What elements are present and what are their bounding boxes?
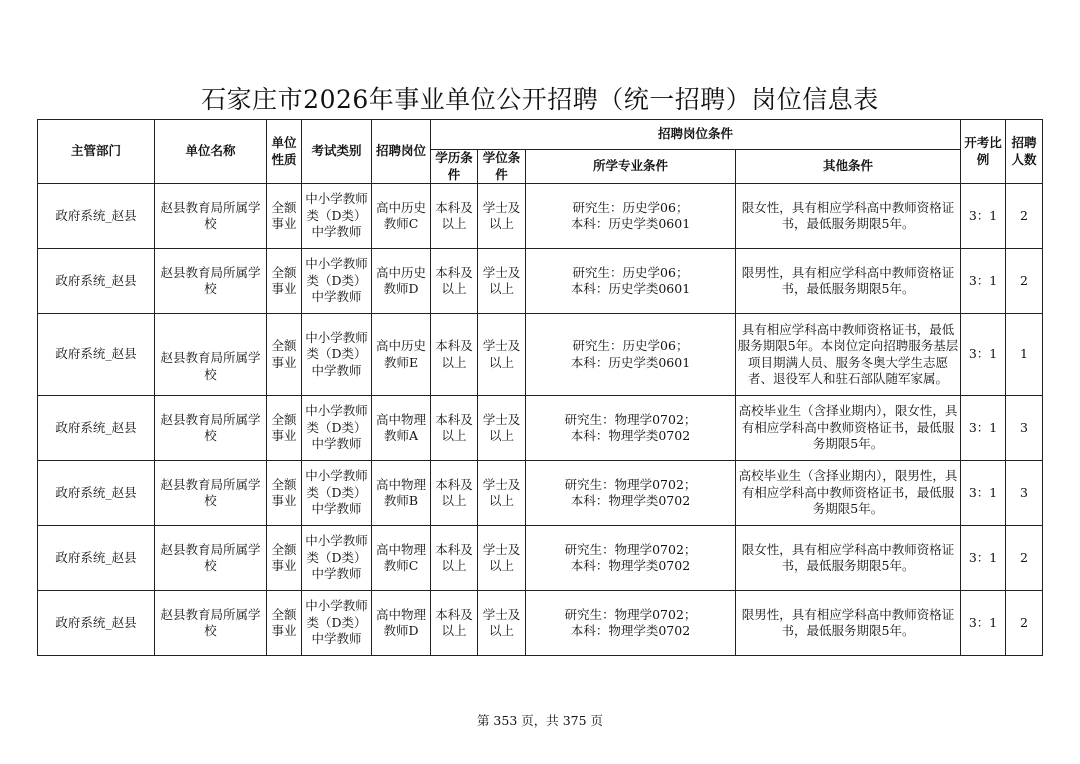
cell-nature: 全额事业 [267, 526, 302, 591]
cell-dept: 政府系统_赵县 [38, 184, 155, 249]
cell-ratio: 3：1 [961, 591, 1006, 656]
cell-major [526, 591, 736, 656]
cell-dept: 政府系统_赵县 [38, 526, 155, 591]
cell-dept: 政府系统_赵县 [38, 461, 155, 526]
cell-post: 高中物理教师D [372, 591, 431, 656]
cell-count: 3 [1006, 396, 1043, 461]
major-undergraduate: 本科：历史学类0601 [570, 354, 691, 370]
cell-post: 高中历史教师E [372, 314, 431, 396]
cell-unit: 赵县教育局所属学校 [155, 314, 267, 396]
cell-nature: 全额事业 [267, 461, 302, 526]
cell-major [526, 249, 736, 314]
cell-exam: 中小学教师类（D类）中学教师 [302, 249, 372, 314]
header-major: 所学专业条件 [526, 150, 736, 184]
major-undergraduate: 本科：历史学类0601 [570, 281, 691, 296]
cell-other: 高校毕业生（含择业期内），限女性，具有相应学科高中教师资格证书，最低服务期限5年。 [736, 396, 961, 461]
cell-degree: 学士及以上 [478, 461, 526, 526]
job-table [37, 119, 1043, 656]
cell-count: 1 [1006, 314, 1043, 396]
cell-other: 具有相应学科高中教师资格证书，最低服务期限5年。本岗位定向招聘服务基层项目期满人员、服务冬奥大学生志愿者、退役军人和驻石部队随军家属。 [736, 314, 961, 396]
cell-degree: 学士及以上 [478, 396, 526, 461]
major-graduate: 研究生：物理学0702； [564, 606, 697, 622]
cell-unit: 赵县教育局所属学校 [155, 526, 267, 591]
cell-post: 高中物理教师C [372, 526, 431, 591]
header-other: 其他条件 [736, 150, 961, 184]
cell-major [526, 396, 736, 461]
cell-exam: 中小学教师类（D类）中学教师 [302, 526, 372, 591]
cell-nature: 全额事业 [267, 314, 302, 396]
cell-nature: 全额事业 [267, 396, 302, 461]
cell-edu: 本科及以上 [431, 314, 478, 396]
cell-degree: 学士及以上 [478, 249, 526, 314]
cell-ratio: 3：1 [961, 314, 1006, 396]
cell-exam: 中小学教师类（D类）中学教师 [302, 314, 372, 396]
cell-other: 限女性，具有相应学科高中教师资格证书，最低服务期限5年。 [736, 526, 961, 591]
cell-exam: 中小学教师类（D类）中学教师 [302, 591, 372, 656]
cell-post: 高中历史教师C [372, 184, 431, 249]
cell-major [526, 461, 736, 526]
cell-count: 2 [1006, 526, 1043, 591]
cell-unit: 赵县教育局所属学校 [155, 249, 267, 314]
cell-major [526, 526, 736, 591]
cell-ratio: 3：1 [961, 526, 1006, 591]
major-graduate: 研究生：物理学0702； [564, 541, 697, 557]
cell-other: 高校毕业生（含择业期内），限男性，具有相应学科高中教师资格证书，最低服务期限5年。 [736, 461, 961, 526]
table-row [38, 314, 1043, 396]
cell-dept: 政府系统_赵县 [38, 591, 155, 656]
table-row [38, 249, 1043, 314]
cell-degree: 学士及以上 [478, 591, 526, 656]
cell-edu: 本科及以上 [431, 249, 478, 314]
cell-other: 限男性，具有相应学科高中教师资格证书，最低服务期限5年。 [736, 591, 961, 656]
header-ratio: 开考比例 [961, 120, 1006, 184]
header-post: 招聘岗位 [372, 120, 431, 184]
major-graduate: 研究生：历史学06； [572, 199, 689, 215]
cell-ratio: 3：1 [961, 249, 1006, 314]
cell-dept: 政府系统_赵县 [38, 314, 155, 396]
cell-degree: 学士及以上 [478, 184, 526, 249]
table-row [38, 184, 1043, 249]
cell-degree: 学士及以上 [478, 314, 526, 396]
table-row [38, 461, 1043, 526]
cell-exam: 中小学教师类（D类）中学教师 [302, 396, 372, 461]
header-unit: 单位名称 [155, 120, 267, 184]
header-exam: 考试类别 [302, 120, 372, 184]
major-undergraduate: 本科：物理学类0702 [570, 428, 691, 443]
cell-edu: 本科及以上 [431, 526, 478, 591]
cell-edu: 本科及以上 [431, 591, 478, 656]
cell-major [526, 184, 736, 249]
cell-dept: 政府系统_赵县 [38, 249, 155, 314]
cell-edu: 本科及以上 [431, 184, 478, 249]
header-count: 招聘人数 [1006, 120, 1043, 184]
major-graduate: 研究生：历史学06； [572, 338, 689, 353]
major-graduate: 研究生：历史学06； [572, 264, 689, 280]
cell-nature: 全额事业 [267, 591, 302, 656]
cell-count: 3 [1006, 461, 1043, 526]
cell-nature: 全额事业 [267, 184, 302, 249]
cell-count: 2 [1006, 249, 1043, 314]
header-edu: 学历条件 [431, 150, 478, 184]
cell-unit: 赵县教育局所属学校 [155, 461, 267, 526]
major-undergraduate: 本科：历史学类0601 [570, 216, 691, 231]
major-undergraduate: 本科：物理学类0702 [570, 623, 691, 638]
cell-other: 限女性，具有相应学科高中教师资格证书，最低服务期限5年。 [736, 184, 961, 249]
cell-nature: 全额事业 [267, 249, 302, 314]
header-nature: 单位性质 [267, 120, 302, 184]
cell-exam: 中小学教师类（D类）中学教师 [302, 461, 372, 526]
cell-major [526, 314, 736, 396]
table-row [38, 396, 1043, 461]
major-undergraduate: 本科：物理学类0702 [570, 493, 691, 508]
cell-unit: 赵县教育局所属学校 [155, 184, 267, 249]
major-graduate: 研究生：物理学0702； [564, 476, 697, 492]
cell-post: 高中物理教师B [372, 461, 431, 526]
table-row [38, 591, 1043, 656]
cell-edu: 本科及以上 [431, 396, 478, 461]
major-graduate: 研究生：物理学0702； [564, 411, 697, 427]
header-dept: 主管部门 [38, 120, 155, 184]
header-degree: 学位条件 [478, 150, 526, 184]
cell-edu: 本科及以上 [431, 461, 478, 526]
cell-ratio: 3：1 [961, 461, 1006, 526]
cell-exam: 中小学教师类（D类）中学教师 [302, 184, 372, 249]
header-conditions: 招聘岗位条件 [431, 120, 961, 150]
cell-dept: 政府系统_赵县 [38, 396, 155, 461]
cell-unit: 赵县教育局所属学校 [155, 396, 267, 461]
cell-ratio: 3：1 [961, 396, 1006, 461]
cell-ratio: 3：1 [961, 184, 1006, 249]
cell-post: 高中历史教师D [372, 249, 431, 314]
cell-unit: 赵县教育局所属学校 [155, 591, 267, 656]
cell-other: 限男性，具有相应学科高中教师资格证书，最低服务期限5年。 [736, 249, 961, 314]
page-title: 石家庄市2026年事业单位公开招聘（统一招聘）岗位信息表 [201, 85, 879, 114]
table-row [38, 526, 1043, 591]
cell-post: 高中物理教师A [372, 396, 431, 461]
cell-count: 2 [1006, 591, 1043, 656]
major-undergraduate: 本科：物理学类0702 [570, 558, 691, 573]
cell-degree: 学士及以上 [478, 526, 526, 591]
page-footer: 第 353 页，共 375 页 [476, 713, 604, 728]
cell-count: 2 [1006, 184, 1043, 249]
